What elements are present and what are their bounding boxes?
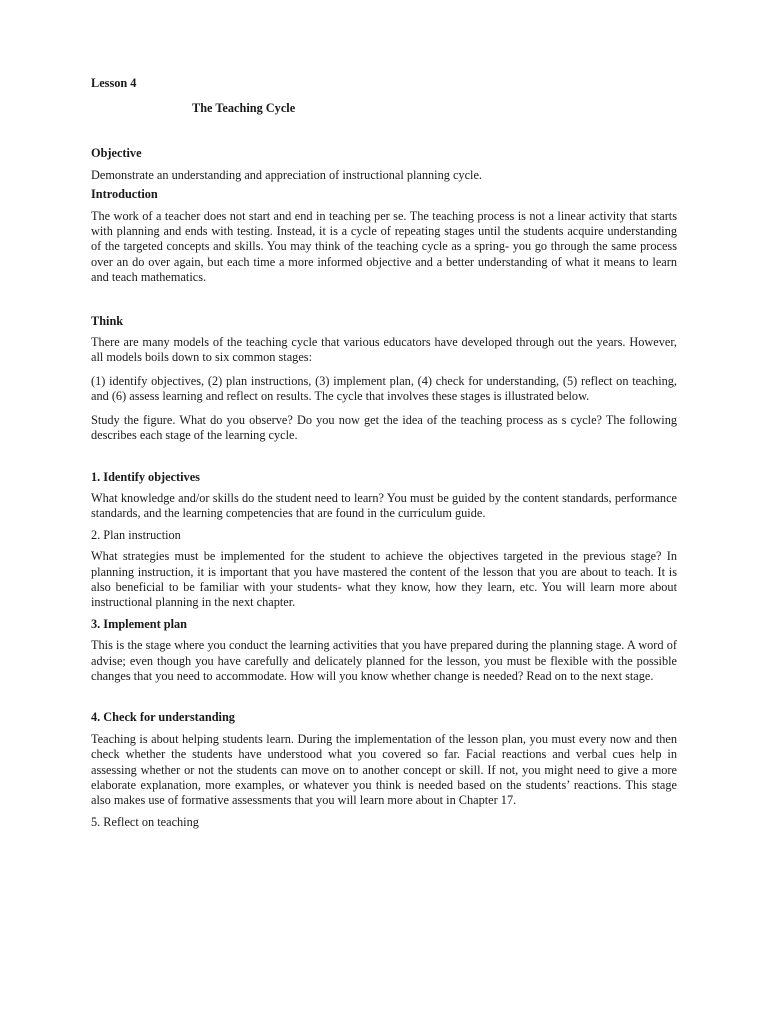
stage-2-text: What strategies must be implemented for the student to achieve the objectives targeted in the previous stage? In planning instruction, it is important that you have mastered the content of the lesson that you are about to teach. It is also beneficial to be familiar with your students- what they know, how they learn, etc. You will learn more about instructional planning in the next chapter.: [91, 549, 677, 610]
think-paragraph-1: There are many models of the teaching cycle that various educators have developed through out the years. However, all models boils down to six common stages:: [91, 335, 677, 365]
objective-heading: Objective: [91, 146, 142, 161]
think-paragraph-3: Study the figure. What do you observe? Do you now get the idea of the teaching process as s cycle? The following describes each stage of the learning cycle.: [91, 412, 677, 443]
objective-text: Demonstrate an understanding and appreciation of instructional planning cycle.: [91, 167, 482, 182]
think-heading: Think: [91, 313, 124, 328]
think-paragraph-2: (1) identify objectives, (2) plan instructions, (3) implement plan, (4) check for understanding, (5) reflect on teaching, and (6) assess learning and reflect on results. The cycle that involves these stages is illustrated below.: [91, 373, 677, 404]
stage-3-text: This is the stage where you conduct the learning activities that you have prepared during the planning stage. A word of advise; even though you have carefully and delicately planned for the lesson, you must be flexible with the possible changes that you need to accommodate. How will you know whether change is needed? Read on to the next stage.: [91, 638, 677, 683]
stage-4-heading: 4. Check for understanding: [91, 710, 235, 725]
document-page: [91, 76, 677, 830]
stage-1-text: What knowledge and/or skills do the student need to learn? You must be guided by the content standards, performance standards, and the learning competencies that are found in the curriculum guide.: [91, 490, 677, 521]
stage-1-heading: 1. Identify objectives: [91, 469, 200, 484]
introduction-heading: Introduction: [91, 187, 158, 202]
stage-4-text: Teaching is about helping students learn. During the implementation of the lesson plan, you must every now and then check whether the students have understood what you covered so far. Facial reactions and verbal cues help in assessing whether or not the students can move on to another concept or skill. If not, you might need to give a more elaborate explanation, more examples, or whatever you think is needed based on the students’ reactions. This stage also makes use of formative assessments that you will learn more about in Chapter 17.: [91, 731, 677, 808]
stage-3-heading: 3. Implement plan: [91, 616, 187, 631]
introduction-text: The work of a teacher does not start and end in teaching per se. The teaching process is not a linear activity that starts with planning and ends with testing. Instead, it is a cycle of repeating stages until the students acquire understanding of the targeted concepts and skills. You may think of the teaching cycle as a spring- you go through the same process over an do over again, but each time a more informed objective and a better understanding of what it means to learn and teach mathematics.: [91, 208, 677, 285]
lesson-label: Lesson 4: [91, 76, 137, 90]
stage-2-heading: 2. Plan instruction: [91, 527, 181, 542]
document-title: The Teaching Cycle: [192, 101, 296, 115]
stage-5-heading: 5. Reflect on teaching: [91, 814, 199, 829]
